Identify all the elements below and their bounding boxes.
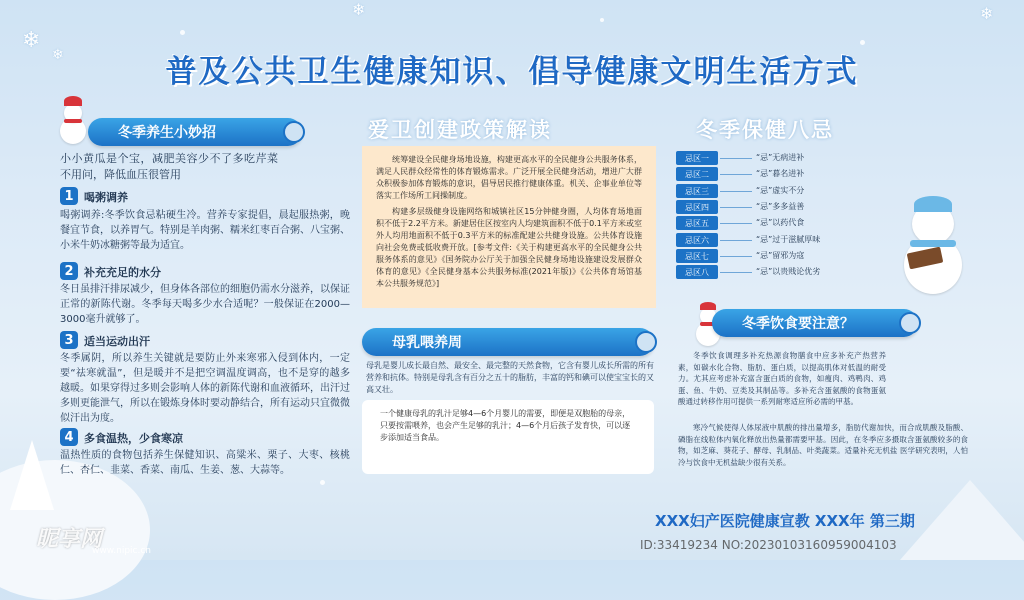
policy-paragraph: 构建多层级健身设施网络和城镇社区15分钟健身圈，人均体育场地面积不低于2.2平方米。新建居住区按室内人均建筑面积不低于0.1平方米或室外人均用地面积不低于0.3平方米的标准配建公共健身设施。公共体育设施向社会免费或低收费开放。[参考文件:《关于构建更高水平的全民健身公共服务体系的意见》《国务院办公厅关于加强全民健身场地设施建设发展群众体育的意见》《全民健身基本公共服务标准(2021年版)》《公共体育场馆基本公共服务规范》] xyxy=(376,207,642,288)
section-body: 冬日虽排汗排尿减少，但身体各部位的细胞仍需水分滋养，以保证正常的新陈代谢。冬季每天喝多少水合适呢？一般保证在2000—3000毫升就够了。 xyxy=(60,284,350,325)
breastfeeding-box-text: 一个健康母乳的乳汁足够4—6个月婴儿的需要，即便是双胞胎的母亲，只要按需喂养，也会产生足够的乳汁；4—6个月后孩子发育快，可以逐步添加适当食品。 xyxy=(380,409,631,442)
taboo-tag: 忌区七 xyxy=(676,249,718,263)
taboo-text: “忌”以药代食 xyxy=(756,218,805,227)
taboo-connector-line xyxy=(720,158,752,159)
section-body: 温热性质的食物包括养生保健知识、高粱米、栗子、大枣、核桃仁、杏仁、韭菜、香菜、南瓜、生姜、葱、大蒜等。 xyxy=(60,450,350,476)
watermark-url: www.nipic.cn xyxy=(92,546,151,556)
taboo-text: “忌”无病进补 xyxy=(756,153,805,162)
taboo-tag: 忌区五 xyxy=(676,216,718,230)
taboo-connector-line xyxy=(720,207,752,208)
taboo-text: “忌”以贵贱论优劣 xyxy=(756,267,821,276)
snow-dot xyxy=(180,30,185,35)
section-number-badge: 3 xyxy=(60,331,78,349)
intro-text: 小小黄瓜是个宝，减肥美容少不了多吃芹菜不用问，降低血压很管用 xyxy=(60,152,278,181)
snowflake-icon: ❄ xyxy=(352,0,366,19)
policy-title: 爱卫创建政策解读 xyxy=(368,118,552,142)
taboo-text: “忌”多多益善 xyxy=(756,202,805,211)
taboo-text: “忌”虚实不分 xyxy=(756,186,805,195)
taboo-connector-line xyxy=(720,174,752,175)
taboo-text: “忌”过于滋腻厚味 xyxy=(756,235,821,244)
diet-paragraph: 寒冷气候使得人体尿液中肌酸的排出量增多，脂肪代谢加快，而合成肌酸及脂酸、磷脂在线粒体内氧化释放出热量都需要甲基。因此，在冬季应多摄取含蛋氨酸较多的食物，如芝麻、葵花子、酵母、乳制品、叶类蔬菜。适量补充无机盐 医学研究表明，人怕冷与饮食中无机盐缺少很有关系。 xyxy=(678,423,968,467)
policy-paragraph: 统筹建设全民健身场地设施，构建更高水平的全民健身公共服务体系，满足人民群众经常性的体育锻炼需求。广泛开展全民健身活动，增进广大群众积极参加体育锻炼的意识，倡导居民推行健康体重。机关、企事业单位等落实工作场所工间操制度。 xyxy=(376,155,642,200)
taboo-connector-line xyxy=(720,223,752,224)
section-number-badge: 4 xyxy=(60,428,78,446)
taboo-text: “忌”暮名进补 xyxy=(756,169,805,178)
tips-heading-pill xyxy=(88,118,302,146)
taboo-text: “忌”留邪为寇 xyxy=(756,251,805,260)
taboo-connector-line xyxy=(720,272,752,273)
snowflake-icon: ❄ xyxy=(980,4,994,23)
taboo-tag: 忌区三 xyxy=(676,184,718,198)
taboo-tag: 忌区八 xyxy=(676,265,718,279)
breastfeeding-heading-pill xyxy=(362,328,654,356)
taboo-tag: 忌区四 xyxy=(676,200,718,214)
watermark-logo: 昵享网 xyxy=(36,527,103,552)
watermark-id: ID:33419234 NO:20230103160959004103 xyxy=(640,538,897,552)
breastfeeding-box xyxy=(362,400,654,474)
section-number-badge: 2 xyxy=(60,262,78,280)
snow-dot xyxy=(860,40,865,45)
breastfeeding-text: 母乳是婴儿成长最自然、最安全、最完整的天然食物，它含有婴儿成长所需的所有营养和抗体。特别是母乳含有百分之五十的脂肪，丰富的钙和碘可以使宝宝长的又高又壮。 xyxy=(366,361,654,394)
snow-mountain xyxy=(900,480,1024,560)
snowflake-icon: ❄ xyxy=(22,28,41,53)
taboo-connector-line xyxy=(720,191,752,192)
winter-taboos-title: 冬季保健八忌 xyxy=(696,118,834,142)
section-number-badge: 1 xyxy=(60,187,78,205)
snow-dot xyxy=(600,18,604,22)
section-title: 喝粥调养 xyxy=(84,191,128,204)
taboo-connector-line xyxy=(720,256,752,257)
diet-paragraph: 冬季饮食调理多补充热源食物膳食中应多补充产热营养素，如碳水化合物、脂肪、蛋白质，以提高肌体对低温的耐受力。尤其应考虑补充富含蛋白质的食物，如瘦肉、鸡鸭肉、鸡蛋、鱼、牛奶、豆类及其制品等。多补充含蛋氨酸的食物蛋氨酸通过转移作用可提供一系列耐寒适应所必需的甲基。 xyxy=(678,351,886,406)
page-title: 普及公共卫生健康知识、倡导健康文明生活方式 xyxy=(165,54,859,90)
tips-heading: 冬季养生小妙招 xyxy=(118,125,216,141)
taboo-connector-line xyxy=(720,240,752,241)
section-body: 喝粥调养:冬季饮食忌粘硬生冷。营养专家提倡，晨起服热粥，晚餐宜节食，以养胃气。特别是羊肉粥、糯米红枣百合粥、八宝粥、小米牛奶冰糖粥等最为适宜。 xyxy=(60,210,350,251)
snow-tree xyxy=(10,440,54,510)
section-title: 多食温热，少食寒凉 xyxy=(84,432,183,445)
snowman-icon xyxy=(56,96,90,150)
snow-dot xyxy=(320,480,325,485)
snowman-icon xyxy=(898,196,968,296)
footer-issue: XXX妇产医院健康宣教 XXX年 第三期 xyxy=(655,512,915,530)
snowflake-icon: ❄ xyxy=(52,47,64,63)
section-title: 补充充足的水分 xyxy=(84,266,161,279)
breastfeeding-heading: 母乳喂养周 xyxy=(392,335,462,351)
taboo-tag: 忌区六 xyxy=(676,233,718,247)
diet-heading-pill xyxy=(712,309,918,337)
policy-box xyxy=(362,146,656,308)
taboo-tag: 忌区二 xyxy=(676,167,718,181)
section-title: 适当运动出汗 xyxy=(84,335,150,348)
taboo-tag: 忌区一 xyxy=(676,151,718,165)
section-body: 冬季属阴，所以养生关键就是要防止外来寒邪入侵到体内，一定要“祛寒就温”，但是暖并不是把空调温度调高，也不是穿的越多越暖。如果穿得过多则会影响人体的新陈代谢和血液循环，出汗过多则更能泄气，所以在锻炼身体时要动静结合，所有运动只宜微微似汗出为度。 xyxy=(60,353,350,424)
diet-heading: 冬季饮食要注意？ xyxy=(742,316,854,332)
